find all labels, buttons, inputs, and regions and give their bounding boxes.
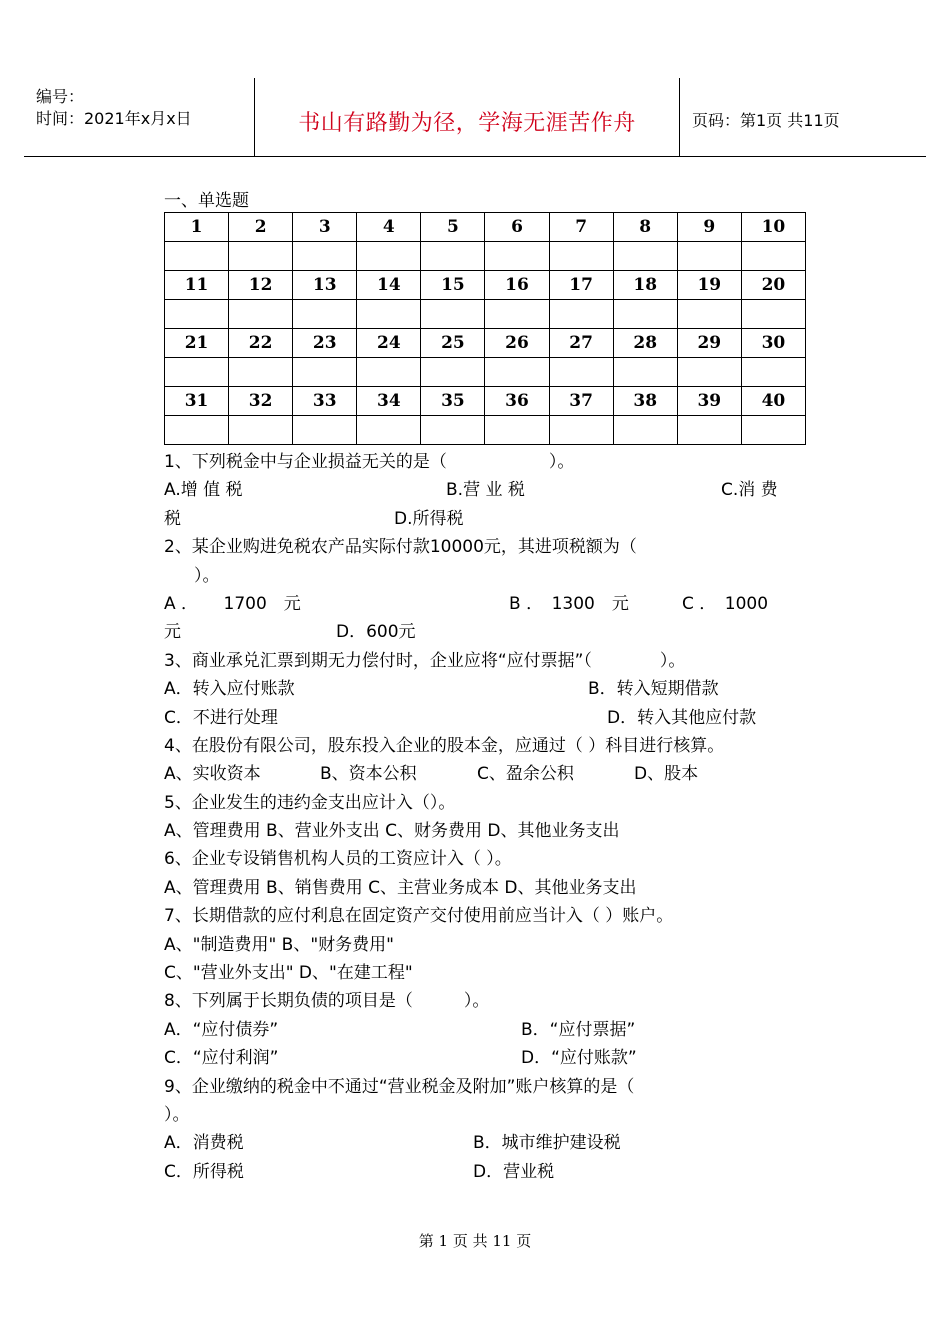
answer-number: 14 [357, 271, 421, 300]
answer-blank[interactable] [357, 358, 421, 387]
answer-blank[interactable] [229, 242, 293, 271]
answer-blank-row [165, 416, 806, 445]
answer-blank[interactable] [165, 300, 229, 329]
question-text: 6、企业专设销售机构人员的工资应计入（ ）。 [164, 849, 512, 870]
question-text: 7、长期借款的应付利息在固定资产交付使用前应当计入（ ）账户。 [164, 906, 674, 927]
question-stem [164, 647, 804, 675]
answer-blank[interactable] [357, 242, 421, 271]
answer-blank[interactable] [677, 300, 741, 329]
answer-blank[interactable] [613, 358, 677, 387]
option-row [164, 817, 804, 845]
question-stem-continued [164, 1101, 804, 1129]
answer-blank[interactable] [485, 300, 549, 329]
answer-number: 5 [421, 213, 485, 242]
answer-number: 39 [677, 387, 741, 416]
option-row [164, 959, 804, 987]
answer-blank[interactable] [165, 416, 229, 445]
header-info-cell [24, 78, 255, 156]
answer-blank[interactable] [677, 242, 741, 271]
answer-number-row [165, 213, 806, 242]
answer-number: 4 [357, 213, 421, 242]
answer-number: 38 [613, 387, 677, 416]
option-row [164, 874, 804, 902]
answer-number: 35 [421, 387, 485, 416]
answer-blank-row [165, 300, 806, 329]
question-stem [164, 732, 804, 760]
answer-blank[interactable] [165, 242, 229, 271]
option-a: A、实收资本 [164, 764, 261, 785]
page-footer: 第 1 页 共 11 页 [418, 1232, 532, 1250]
option-b: B ． 1300 元 [509, 593, 629, 614]
answer-grid [164, 212, 806, 445]
answer-number: 29 [677, 329, 741, 358]
option-b: B、资本公积 [320, 764, 417, 785]
question-text: ）。 [194, 565, 220, 586]
answer-number: 40 [741, 387, 805, 416]
answer-blank[interactable] [677, 416, 741, 445]
answer-number-row [165, 271, 806, 300]
answer-blank[interactable] [229, 358, 293, 387]
option-d: D．转入其他应付款 [607, 707, 757, 728]
option-b: B．“应付票据” [521, 1019, 636, 1040]
question-stem [164, 902, 804, 930]
answer-blank[interactable] [293, 242, 357, 271]
answer-blank[interactable] [613, 242, 677, 271]
option-d: D、股本 [634, 764, 699, 785]
option-row [164, 1158, 804, 1186]
answer-blank[interactable] [741, 300, 805, 329]
answer-blank[interactable] [229, 416, 293, 445]
answer-number: 26 [485, 329, 549, 358]
answer-blank[interactable] [613, 416, 677, 445]
option-b: B．城市维护建设税 [473, 1133, 621, 1154]
answer-number: 12 [229, 271, 293, 300]
options-text: A、管理费用 B、销售费用 C、主营业务成本 D、其他业务支出 [164, 877, 637, 898]
answer-number: 3 [293, 213, 357, 242]
option-row [164, 1016, 804, 1044]
answer-number-row [165, 329, 806, 358]
answer-number: 8 [613, 213, 677, 242]
question-text: 4、在股份有限公司，股东投入企业的股本金，应通过（ ）科目进行核算。 [164, 735, 725, 756]
question-stem [164, 448, 804, 476]
option-c-continued: 税 [164, 508, 181, 529]
question-stem [164, 533, 804, 561]
answer-number: 11 [165, 271, 229, 300]
serial-label: 编号： [36, 87, 85, 106]
option-row [164, 704, 804, 732]
answer-blank[interactable] [357, 300, 421, 329]
option-a: A ． 1700 元 [164, 593, 301, 614]
time-label: 时间：2021年x月x日 [36, 109, 192, 128]
answer-number: 28 [613, 329, 677, 358]
answer-number: 22 [229, 329, 293, 358]
option-d: D.所得税 [394, 508, 464, 529]
question-text: 9、企业缴纳的税金中不通过“营业税金及附加”账户核算的是（ [164, 1076, 635, 1097]
answer-blank-row [165, 242, 806, 271]
answer-blank[interactable] [485, 358, 549, 387]
answer-blank-row [165, 358, 806, 387]
answer-blank[interactable] [741, 242, 805, 271]
answer-number: 32 [229, 387, 293, 416]
answer-number: 9 [677, 213, 741, 242]
answer-blank[interactable] [549, 416, 613, 445]
answer-blank[interactable] [229, 300, 293, 329]
header-motto-cell [255, 78, 680, 156]
question-stem [164, 789, 804, 817]
section-title: 一、单选题 [164, 191, 249, 211]
answer-number: 19 [677, 271, 741, 300]
answer-number-row [165, 387, 806, 416]
answer-blank[interactable] [421, 300, 485, 329]
answer-number: 30 [741, 329, 805, 358]
answer-number: 37 [549, 387, 613, 416]
option-a: A．转入应付账款 [164, 679, 295, 700]
question-stem [164, 1073, 804, 1101]
answer-number: 34 [357, 387, 421, 416]
option-c: C．“应付利润” [164, 1048, 279, 1069]
answer-blank[interactable] [293, 300, 357, 329]
answer-blank[interactable] [741, 358, 805, 387]
answer-number: 36 [485, 387, 549, 416]
answer-blank[interactable] [421, 416, 485, 445]
option-a: A.增 值 税 [164, 480, 243, 501]
answer-number: 24 [357, 329, 421, 358]
option-b: B．转入短期借款 [588, 679, 719, 700]
option-c: C．不进行处理 [164, 707, 278, 728]
answer-blank[interactable] [485, 416, 549, 445]
answer-number: 2 [229, 213, 293, 242]
answer-number: 17 [549, 271, 613, 300]
answer-number: 20 [741, 271, 805, 300]
question-text: 3、商业承兑汇票到期无力偿付时，企业应将“应付票据”（ ）。 [164, 650, 686, 671]
header-page-cell [680, 78, 926, 156]
answer-blank[interactable] [421, 242, 485, 271]
question-text: 2、某企业购进免税农产品实际付款10000元，其进项税额为（ [164, 537, 637, 558]
answer-blank[interactable] [485, 242, 549, 271]
question-text: 5、企业发生的违约金支出应计入（）。 [164, 792, 456, 813]
option-d: D．营业税 [473, 1161, 555, 1182]
answer-blank[interactable] [293, 358, 357, 387]
answer-number: 21 [165, 329, 229, 358]
answer-number: 16 [485, 271, 549, 300]
options-text: A、"制造费用" B、"财务费用" [164, 934, 394, 955]
option-row [164, 1044, 804, 1072]
option-row [164, 618, 804, 646]
option-row [164, 1129, 804, 1157]
option-b: B.营 业 税 [446, 480, 525, 501]
answer-blank[interactable] [357, 416, 421, 445]
answer-number: 15 [421, 271, 485, 300]
option-c: C ． 1000 [682, 593, 769, 614]
page-info: 页码：第1页 共11页 [692, 111, 840, 130]
options-text: C、"营业外支出" D、"在建工程" [164, 963, 413, 984]
option-c: C.消 费 [721, 480, 778, 501]
answer-blank[interactable] [741, 416, 805, 445]
page-header [24, 78, 926, 157]
answer-blank[interactable] [549, 358, 613, 387]
question-stem [164, 845, 804, 873]
motto: 书山有路勤为径，学海无涯苦作舟 [298, 111, 636, 136]
answer-number: 31 [165, 387, 229, 416]
answer-number: 23 [293, 329, 357, 358]
option-row [164, 760, 804, 788]
answer-blank[interactable] [165, 358, 229, 387]
option-c-continued: 元 [164, 622, 181, 643]
options-text: A、管理费用 B、营业外支出 C、财务费用 D、其他业务支出 [164, 821, 620, 842]
answer-number: 10 [741, 213, 805, 242]
option-c: C．所得税 [164, 1161, 244, 1182]
answer-blank[interactable] [293, 416, 357, 445]
answer-blank[interactable] [549, 300, 613, 329]
option-d: D．“应付账款” [521, 1048, 637, 1069]
question-text: 8、下列属于长期负债的项目是（ ）。 [164, 991, 490, 1012]
answer-number: 13 [293, 271, 357, 300]
answer-number: 18 [613, 271, 677, 300]
question-stem [164, 987, 804, 1015]
answer-number: 33 [293, 387, 357, 416]
question-list [164, 448, 804, 1186]
option-row [164, 931, 804, 959]
option-d: D．600元 [336, 622, 416, 643]
answer-blank[interactable] [613, 300, 677, 329]
option-row [164, 476, 804, 504]
option-c: C、盈余公积 [477, 764, 574, 785]
answer-blank[interactable] [421, 358, 485, 387]
answer-number: 27 [549, 329, 613, 358]
question-text: 1、下列税金中与企业损益无关的是（ ）。 [164, 452, 575, 472]
answer-number: 6 [485, 213, 549, 242]
option-row [164, 590, 804, 618]
option-a: A．消费税 [164, 1133, 244, 1154]
answer-number: 1 [165, 213, 229, 242]
option-row [164, 675, 804, 703]
answer-number: 25 [421, 329, 485, 358]
option-a: A．“应付债券” [164, 1019, 279, 1040]
answer-number: 7 [549, 213, 613, 242]
answer-blank[interactable] [677, 358, 741, 387]
question-text: ）。 [164, 1104, 190, 1125]
question-stem-continued [164, 562, 804, 590]
option-row [164, 505, 804, 533]
answer-blank[interactable] [549, 242, 613, 271]
